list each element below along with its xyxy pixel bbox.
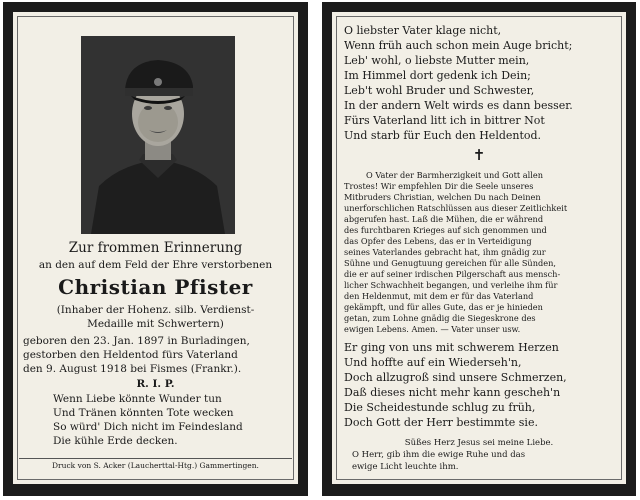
rip-text: R. I. P.: [136, 378, 175, 390]
poem-line: Im Himmel dort gedenk ich Dein;: [344, 69, 531, 82]
prayer-line: Mitbruders Christian, welchen Du nach Deinen: [344, 192, 541, 202]
soldier-portrait-image: [81, 36, 235, 234]
card-paper-front: [13, 12, 298, 484]
poem-line: Und hoffte auf ein Wiederseh'n,: [344, 356, 522, 369]
closing-line: O Herr, gib ihm die ewige Ruhe und das: [352, 450, 526, 460]
prayer-line: Sühne und Genugtuung gereichen für alle Sünden,: [344, 258, 556, 268]
prayer-line: getan, zum Lohne gnädig die Siegeskrone des: [344, 313, 536, 323]
prayer-line: des furchtbaren Krieges auf sich genommen und: [344, 225, 547, 235]
verse-line: Wenn Liebe könnte Wunder tun: [53, 393, 222, 405]
printer-credit: Druck von S. Acker (Laucherttal-Htg.) Gammertingen.: [52, 461, 259, 470]
decoration-note-line2: Medaille mit Schwertern): [87, 318, 224, 330]
poem-line: Daß dieses nicht mehr kann gescheh'n: [344, 386, 561, 399]
prayer-line: seines Vaterlandes gebracht hat, ihm gnädig zur: [344, 247, 546, 257]
bio-line: gestorben den Heldentod fürs Vaterland: [23, 349, 238, 361]
bio-line: den 9. August 1918 bei Fismes (Frankr.).: [23, 363, 242, 375]
poem-line: Doch allzugroß sind unsere Schmerzen,: [344, 371, 567, 384]
verse-line: Die kühle Erde decken.: [53, 435, 178, 447]
closing-line: Süßes Herz Jesus sei meine Liebe.: [404, 438, 554, 448]
verse-line: So würd' Dich nicht im Feindesland: [53, 421, 243, 433]
poem-line: Und starb für Euch den Heldentod.: [344, 129, 542, 142]
footer-divider: [19, 458, 292, 459]
closing-line: ewige Licht leuchte ihm.: [352, 462, 459, 472]
decoration-note-line1: (Inhaber der Hohenz. silb. Verdienst-: [56, 304, 255, 316]
poem-line: Fürs Vaterland litt ich in bittrer Not: [344, 114, 545, 127]
poem-line: Leb't wohl Bruder und Schwester,: [344, 84, 535, 97]
prayer-line: O Vater der Barmherzigkeit und Gott allen: [366, 170, 543, 180]
poem-line: In der andern Welt wirds es dann besser.: [344, 99, 573, 112]
poem-line: Doch Gott der Herr bestimmte sie.: [344, 416, 538, 429]
poem-line: O liebster Vater klage nicht,: [344, 24, 502, 37]
prayer-line: licher Schwachheit begangen, und verleihe ihm für: [344, 280, 558, 290]
memorial-card-back: [322, 2, 636, 496]
memorial-subheading: an den auf dem Feld der Ehre verstorbenen: [38, 259, 273, 271]
poem-line: Er ging von uns mit schwerem Herzen: [344, 341, 559, 354]
portrait-photo: [81, 36, 235, 234]
poem-line: Wenn früh auch schon mein Auge bricht;: [344, 39, 573, 52]
prayer-line: die er auf seiner irdischen Pilgerschaft aus mensch-: [344, 269, 561, 279]
verse-line: Und Tränen könnten Tote wecken: [53, 407, 234, 419]
memorial-heading: Zur frommen Erinnerung: [68, 240, 243, 256]
prayer-line: gekämpft, und für alles Gute, das er je hinieden: [344, 302, 543, 312]
prayer-line: ewigen Lebens. Amen. — Vater unser usw.: [344, 324, 521, 334]
prayer-line: Trostes! Wir empfehlen Dir die Seele unseres: [344, 181, 534, 191]
poem-line: Leb' wohl, o liebste Mutter mein,: [344, 54, 530, 67]
prayer-line: unerforschlichen Ratschlüssen aus dieser Zeitlichkeit: [344, 203, 568, 213]
card-paper-back: [332, 12, 626, 484]
prayer-line: den Heldenmut, mit dem er für das Vaterland: [344, 291, 534, 301]
prayer-line: abgerufen hast. Laß die Mühen, die er während: [344, 214, 544, 224]
cross-icon: ✝: [472, 146, 486, 164]
deceased-name: Christian Pfister: [58, 275, 253, 299]
poem-line: Die Scheidestunde schlug zu früh,: [344, 401, 536, 414]
prayer-line: das Opfer des Lebens, das er in Verteidigung: [344, 236, 532, 246]
memorial-card-front: [3, 2, 308, 496]
bio-line: geboren den 23. Jan. 1897 in Burladingen,: [23, 335, 250, 347]
